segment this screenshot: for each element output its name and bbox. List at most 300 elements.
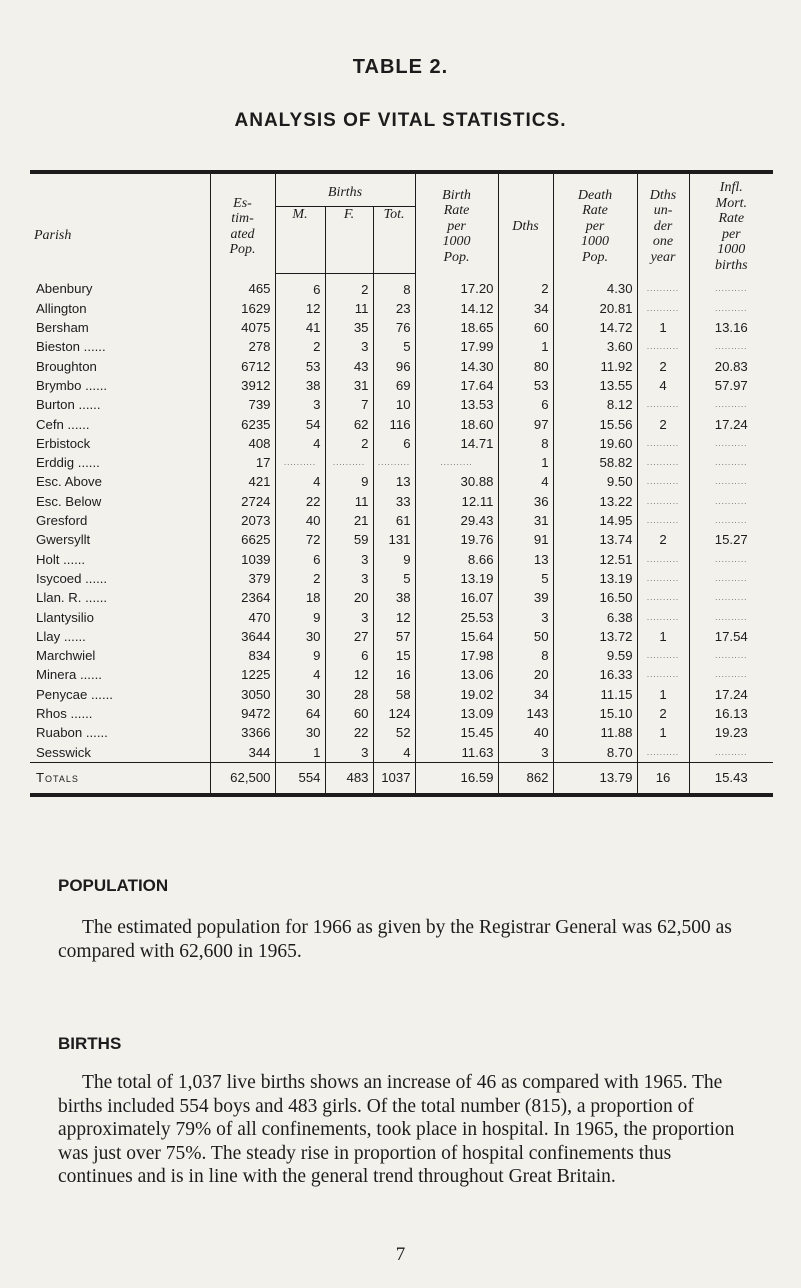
header-line: Rate — [443, 203, 470, 219]
cell-births-female: 2 — [325, 273, 373, 299]
cell-births-male: 30 — [275, 685, 325, 704]
cell-births-female: 6 — [325, 646, 373, 665]
cell-deaths: 34 — [498, 299, 553, 318]
table-row — [30, 704, 773, 723]
cell-births-female: 11 — [325, 299, 373, 318]
cell-infant-mortality-rate: 13.16 — [689, 318, 773, 337]
vital-statistics-table — [30, 170, 773, 797]
cell-death-rate: 11.92 — [553, 357, 637, 376]
cell-estimated-pop: 62,500 — [210, 762, 275, 795]
cell-parish: Sesswick — [36, 744, 91, 760]
header-line: per — [447, 218, 466, 234]
cell-parish: Minera ...... — [36, 667, 102, 683]
cell-parish: Brymbo ...... — [36, 377, 108, 393]
blank-dotted-cell: .......... — [637, 492, 689, 511]
cell-births-total: 38 — [373, 588, 415, 607]
cell-births-male: 3 — [275, 395, 325, 414]
cell-births-total: 52 — [373, 723, 415, 742]
blank-dotted-cell: .......... — [689, 608, 773, 627]
cell-births-female: 20 — [325, 588, 373, 607]
cell-death-rate: 3.60 — [553, 337, 637, 356]
cell-parish: Erddig ...... — [36, 455, 100, 471]
cell-birth-rate: 19.02 — [415, 685, 498, 704]
blank-dotted-cell: .......... — [637, 665, 689, 684]
cell-estimated-pop: 739 — [210, 395, 275, 414]
cell-births-male: 22 — [275, 492, 325, 511]
totals-row — [30, 762, 773, 795]
blank-dotted-cell: .......... — [689, 743, 773, 763]
table-row — [30, 627, 773, 646]
cell-birth-rate: 13.09 — [415, 704, 498, 723]
cell-births-male: 4 — [275, 434, 325, 453]
cell-estimated-pop: 3050 — [210, 685, 275, 704]
cell-estimated-pop: 3644 — [210, 627, 275, 646]
cell-births-total: 6 — [373, 434, 415, 453]
cell-birth-rate: 17.64 — [415, 376, 498, 395]
cell-estimated-pop: 278 — [210, 337, 275, 356]
table-body — [30, 273, 773, 795]
cell-births-female: 31 — [325, 376, 373, 395]
blank-dotted-cell: .......... — [637, 646, 689, 665]
cell-births-total: 23 — [373, 299, 415, 318]
blank-dotted-cell: .......... — [637, 511, 689, 530]
cell-deaths: 91 — [498, 530, 553, 549]
cell-death-rate: 8.12 — [553, 395, 637, 414]
cell-parish: Totals — [30, 762, 210, 795]
cell-death-rate: 13.55 — [553, 376, 637, 395]
table-row — [30, 492, 773, 511]
cell-births-male: 6 — [275, 550, 325, 569]
header-death-rate — [553, 172, 637, 273]
cell-death-rate: 14.72 — [553, 318, 637, 337]
header-births: Births — [275, 172, 415, 206]
table-title: TABLE 2. — [352, 56, 449, 78]
cell-births-female: 3 — [325, 337, 373, 356]
cell-births-total: 131 — [373, 530, 415, 549]
cell-estimated-pop: 17 — [210, 453, 275, 472]
cell-births-female: 9 — [325, 472, 373, 491]
cell-death-rate: 16.50 — [553, 588, 637, 607]
cell-births-total: 61 — [373, 511, 415, 530]
cell-births-female: 11 — [325, 492, 373, 511]
cell-deaths: 4 — [498, 472, 553, 491]
cell-estimated-pop: 6712 — [210, 357, 275, 376]
blank-dotted-cell: .......... — [689, 299, 773, 318]
cell-births-female: 28 — [325, 685, 373, 704]
header-line: Birth — [442, 187, 471, 203]
cell-estimated-pop: 465 — [210, 273, 275, 299]
cell-death-rate: 13.19 — [553, 569, 637, 588]
cell-infant-deaths: 1 — [637, 685, 689, 704]
table-row — [30, 376, 773, 395]
cell-estimated-pop: 2073 — [210, 511, 275, 530]
births-heading: BIRTHS — [58, 1034, 122, 1053]
header-birth-rate — [415, 172, 498, 273]
cell-births-male: 1 — [275, 743, 325, 763]
cell-births-female: 3 — [325, 608, 373, 627]
cell-deaths: 8 — [498, 646, 553, 665]
cell-estimated-pop: 2364 — [210, 588, 275, 607]
blank-dotted-cell: .......... — [637, 608, 689, 627]
header-line: per — [721, 226, 741, 242]
cell-deaths: 13 — [498, 550, 553, 569]
cell-infant-mortality-rate: 17.24 — [689, 415, 773, 434]
header-line: Dths — [649, 187, 677, 203]
header-line: Rate — [582, 203, 608, 219]
cell-infant-deaths: 2 — [637, 415, 689, 434]
header-line: Mort. — [715, 195, 748, 211]
cell-estimated-pop: 408 — [210, 434, 275, 453]
cell-deaths: 39 — [498, 588, 553, 607]
cell-infant-deaths: 4 — [637, 376, 689, 395]
cell-births-total: 1037 — [373, 762, 415, 795]
table-row — [30, 646, 773, 665]
cell-deaths: 50 — [498, 627, 553, 646]
cell-deaths: 40 — [498, 723, 553, 742]
header-line: Es- — [233, 195, 252, 211]
cell-deaths: 34 — [498, 685, 553, 704]
cell-births-total: 5 — [373, 337, 415, 356]
cell-births-female: 3 — [325, 743, 373, 763]
cell-births-female: 43 — [325, 357, 373, 376]
table-row — [30, 337, 773, 356]
header-infant-mortality-rate — [689, 172, 773, 273]
cell-deaths: 1 — [498, 453, 553, 472]
table-row — [30, 723, 773, 742]
cell-death-rate: 15.10 — [553, 704, 637, 723]
cell-parish: Marchwiel — [36, 648, 96, 664]
header-line: 1000 — [581, 234, 610, 250]
cell-parish: Esc. Above — [36, 474, 102, 490]
cell-birth-rate: 8.66 — [415, 550, 498, 569]
cell-births-female: 22 — [325, 723, 373, 742]
header-line: births — [714, 257, 748, 273]
cell-parish: Esc. Below — [36, 493, 102, 509]
header-deaths: Dths — [498, 172, 553, 273]
blank-dotted-cell: .......... — [373, 453, 415, 472]
cell-deaths: 80 — [498, 357, 553, 376]
cell-parish: Llan. R. ...... — [36, 590, 108, 606]
header-infant-deaths — [637, 172, 689, 273]
cell-births-male: 4 — [275, 665, 325, 684]
cell-births-male: 54 — [275, 415, 325, 434]
cell-parish: Llay ...... — [36, 628, 86, 644]
cell-births-male: 53 — [275, 357, 325, 376]
cell-estimated-pop: 344 — [210, 743, 275, 763]
cell-estimated-pop: 1225 — [210, 665, 275, 684]
cell-parish: Bersham — [36, 320, 89, 336]
header-births-total: Tot. — [373, 206, 415, 273]
cell-deaths: 36 — [498, 492, 553, 511]
blank-dotted-cell: .......... — [689, 472, 773, 491]
table-row — [30, 472, 773, 491]
cell-births-total: 8 — [373, 273, 415, 299]
header-line: Death — [577, 187, 613, 203]
cell-infant-deaths: 2 — [637, 704, 689, 723]
cell-births-male: 30 — [275, 627, 325, 646]
cell-births-female: 3 — [325, 569, 373, 588]
header-births-female: F. — [325, 206, 373, 273]
cell-death-rate: 20.81 — [553, 299, 637, 318]
cell-births-male: 41 — [275, 318, 325, 337]
cell-parish: Cefn ...... — [36, 416, 90, 432]
blank-dotted-cell: .......... — [415, 453, 498, 472]
cell-births-total: 5 — [373, 569, 415, 588]
cell-birth-rate: 15.45 — [415, 723, 498, 742]
header-line: Pop. — [582, 249, 609, 265]
table-row — [30, 318, 773, 337]
cell-birth-rate: 13.53 — [415, 395, 498, 414]
cell-births-total: 57 — [373, 627, 415, 646]
cell-birth-rate: 14.71 — [415, 434, 498, 453]
blank-dotted-cell: .......... — [275, 453, 325, 472]
table-row — [30, 357, 773, 376]
cell-estimated-pop: 1629 — [210, 299, 275, 318]
blank-dotted-cell: .......... — [689, 569, 773, 588]
cell-birth-rate: 13.19 — [415, 569, 498, 588]
table-row — [30, 395, 773, 414]
cell-births-male: 72 — [275, 530, 325, 549]
table-row — [30, 665, 773, 684]
header-parish: Parish — [34, 227, 72, 243]
cell-infant-mortality-rate: 15.43 — [689, 762, 773, 795]
header-line: 1000 — [717, 242, 746, 257]
cell-birth-rate: 19.76 — [415, 530, 498, 549]
cell-infant-mortality-rate: 16.13 — [689, 704, 773, 723]
cell-infant-deaths: 1 — [637, 318, 689, 337]
blank-dotted-cell: .......... — [637, 569, 689, 588]
cell-parish: Erbistock — [36, 435, 91, 451]
cell-infant-deaths: 2 — [637, 530, 689, 549]
blank-dotted-cell: .......... — [637, 395, 689, 414]
cell-births-female: 62 — [325, 415, 373, 434]
table-row — [30, 511, 773, 530]
cell-estimated-pop: 6625 — [210, 530, 275, 549]
blank-dotted-cell: .......... — [689, 492, 773, 511]
cell-estimated-pop: 2724 — [210, 492, 275, 511]
blank-dotted-cell: .......... — [689, 395, 773, 414]
cell-births-total: 58 — [373, 685, 415, 704]
cell-parish: Holt ...... — [36, 551, 86, 567]
cell-death-rate: 13.79 — [553, 762, 637, 795]
cell-births-female: 2 — [325, 434, 373, 453]
blank-dotted-cell: .......... — [637, 743, 689, 763]
cell-births-female: 483 — [325, 762, 373, 795]
cell-death-rate: 13.72 — [553, 627, 637, 646]
blank-dotted-cell: .......... — [637, 472, 689, 491]
blank-dotted-cell: .......... — [637, 434, 689, 453]
cell-death-rate: 13.74 — [553, 530, 637, 549]
cell-birth-rate: 30.88 — [415, 472, 498, 491]
cell-births-male: 2 — [275, 569, 325, 588]
cell-parish: Gresford — [36, 513, 88, 529]
cell-birth-rate: 14.30 — [415, 357, 498, 376]
cell-deaths: 5 — [498, 569, 553, 588]
blank-dotted-cell: .......... — [637, 337, 689, 356]
page-number: 7 — [395, 1244, 406, 1265]
cell-birth-rate: 14.12 — [415, 299, 498, 318]
cell-birth-rate: 15.64 — [415, 627, 498, 646]
cell-birth-rate: 11.63 — [415, 743, 498, 763]
blank-dotted-cell: .......... — [637, 273, 689, 299]
cell-infant-mortality-rate: 17.54 — [689, 627, 773, 646]
cell-death-rate: 16.33 — [553, 665, 637, 684]
cell-births-total: 16 — [373, 665, 415, 684]
cell-births-total: 76 — [373, 318, 415, 337]
cell-infant-deaths: 16 — [637, 762, 689, 795]
cell-death-rate: 11.15 — [553, 685, 637, 704]
blank-dotted-cell: .......... — [689, 453, 773, 472]
cell-deaths: 862 — [498, 762, 553, 795]
table-row — [30, 434, 773, 453]
table-row — [30, 743, 773, 763]
cell-infant-mortality-rate: 57.97 — [689, 376, 773, 395]
cell-parish: Isycoed ...... — [36, 570, 108, 586]
cell-infant-mortality-rate: 19.23 — [689, 723, 773, 742]
cell-birth-rate: 13.06 — [415, 665, 498, 684]
cell-deaths: 3 — [498, 743, 553, 763]
cell-births-female: 60 — [325, 704, 373, 723]
cell-deaths: 97 — [498, 415, 553, 434]
cell-parish: Burton ...... — [36, 397, 101, 413]
cell-death-rate: 9.50 — [553, 472, 637, 491]
cell-estimated-pop: 9472 — [210, 704, 275, 723]
cell-births-male: 6 — [275, 273, 325, 299]
table-row — [30, 530, 773, 549]
cell-infant-deaths: 1 — [637, 627, 689, 646]
blank-dotted-cell: .......... — [689, 588, 773, 607]
cell-births-total: 15 — [373, 646, 415, 665]
cell-death-rate: 13.22 — [553, 492, 637, 511]
header-line: year — [650, 249, 676, 265]
cell-death-rate: 14.95 — [553, 511, 637, 530]
cell-death-rate: 11.88 — [553, 723, 637, 742]
cell-births-female: 27 — [325, 627, 373, 646]
cell-births-total: 10 — [373, 395, 415, 414]
cell-deaths: 53 — [498, 376, 553, 395]
cell-deaths: 8 — [498, 434, 553, 453]
cell-birth-rate: 16.59 — [415, 762, 498, 795]
cell-estimated-pop: 470 — [210, 608, 275, 627]
cell-infant-deaths: 1 — [637, 723, 689, 742]
cell-estimated-pop: 3912 — [210, 376, 275, 395]
cell-death-rate: 8.70 — [553, 743, 637, 763]
table-row — [30, 588, 773, 607]
header-line: ated — [230, 226, 255, 242]
cell-parish: Rhos ...... — [36, 706, 93, 722]
cell-births-female: 59 — [325, 530, 373, 549]
cell-death-rate: 12.51 — [553, 550, 637, 569]
cell-births-total: 69 — [373, 376, 415, 395]
cell-estimated-pop: 834 — [210, 646, 275, 665]
header-line: Rate — [718, 211, 745, 226]
cell-births-male: 12 — [275, 299, 325, 318]
births-paragraph: The total of 1,037 live births shows an increase of 46 as compared with 1965. The births included 554 boys and 483 girls. Of the total number (815), a proportion of approximately 79% of all confinements, took place in hospital. In 1965, the proportion was just over 75%. The steady rise in proportion of hospital confinements thus continues and is in line with the general trend throughout Great Britain. — [58, 1072, 735, 1187]
blank-dotted-cell: .......... — [689, 646, 773, 665]
cell-births-total: 4 — [373, 743, 415, 763]
cell-births-male: 64 — [275, 704, 325, 723]
cell-birth-rate: 29.43 — [415, 511, 498, 530]
header-line: per — [585, 218, 605, 234]
table-row — [30, 273, 773, 299]
header-line: Infl. — [719, 180, 743, 195]
cell-estimated-pop: 421 — [210, 472, 275, 491]
blank-dotted-cell: .......... — [689, 337, 773, 356]
cell-births-male: 30 — [275, 723, 325, 742]
cell-deaths: 6 — [498, 395, 553, 414]
blank-dotted-cell: .......... — [637, 588, 689, 607]
cell-birth-rate: 16.07 — [415, 588, 498, 607]
blank-dotted-cell: .......... — [689, 273, 773, 299]
cell-births-male: 2 — [275, 337, 325, 356]
header-line: un- — [653, 203, 673, 219]
header-line: one — [652, 234, 674, 250]
cell-births-total: 13 — [373, 472, 415, 491]
cell-birth-rate: 17.98 — [415, 646, 498, 665]
cell-death-rate: 58.82 — [553, 453, 637, 472]
header-births-male: M. — [275, 206, 325, 273]
cell-births-male: 38 — [275, 376, 325, 395]
cell-deaths: 1 — [498, 337, 553, 356]
cell-deaths: 31 — [498, 511, 553, 530]
blank-dotted-cell: .......... — [689, 434, 773, 453]
cell-births-total: 116 — [373, 415, 415, 434]
cell-births-total: 12 — [373, 608, 415, 627]
cell-births-male: 9 — [275, 608, 325, 627]
cell-births-total: 96 — [373, 357, 415, 376]
header-line: tim- — [231, 211, 254, 226]
cell-estimated-pop: 4075 — [210, 318, 275, 337]
header-line: der — [653, 218, 673, 234]
cell-births-female: 21 — [325, 511, 373, 530]
blank-dotted-cell: .......... — [637, 299, 689, 318]
cell-deaths: 143 — [498, 704, 553, 723]
population-paragraph: The estimated population for 1966 as given by the Registrar General was 62,500 as compared with 62,600 in 1965. — [58, 917, 732, 962]
cell-parish: Llantysilio — [36, 609, 94, 625]
cell-birth-rate: 12.11 — [415, 492, 498, 511]
cell-death-rate: 9.59 — [553, 646, 637, 665]
cell-parish: Ruabon ...... — [36, 725, 108, 741]
blank-dotted-cell: .......... — [637, 453, 689, 472]
table-row — [30, 415, 773, 434]
table-row — [30, 550, 773, 569]
cell-infant-mortality-rate: 15.27 — [689, 530, 773, 549]
table-row — [30, 299, 773, 318]
cell-births-female: 12 — [325, 665, 373, 684]
blank-dotted-cell: .......... — [689, 550, 773, 569]
table-row — [30, 569, 773, 588]
cell-parish: Broughton — [36, 358, 97, 374]
cell-parish: Allington — [36, 300, 87, 316]
cell-estimated-pop: 6235 — [210, 415, 275, 434]
table-subtitle: ANALYSIS OF VITAL STATISTICS. — [234, 110, 567, 131]
cell-parish: Penycae ...... — [36, 686, 113, 702]
cell-estimated-pop: 3366 — [210, 723, 275, 742]
cell-births-female: 35 — [325, 318, 373, 337]
cell-infant-mortality-rate: 20.83 — [689, 357, 773, 376]
cell-births-total: 124 — [373, 704, 415, 723]
header-line: 1000 — [442, 234, 471, 250]
header-line: Pop. — [229, 242, 256, 257]
table-row — [30, 453, 773, 472]
cell-birth-rate: 17.99 — [415, 337, 498, 356]
cell-parish: Gwersyllt — [36, 532, 91, 548]
cell-births-female: 7 — [325, 395, 373, 414]
cell-death-rate: 6.38 — [553, 608, 637, 627]
cell-births-male: 554 — [275, 762, 325, 795]
cell-births-total: 33 — [373, 492, 415, 511]
cell-births-male: 40 — [275, 511, 325, 530]
